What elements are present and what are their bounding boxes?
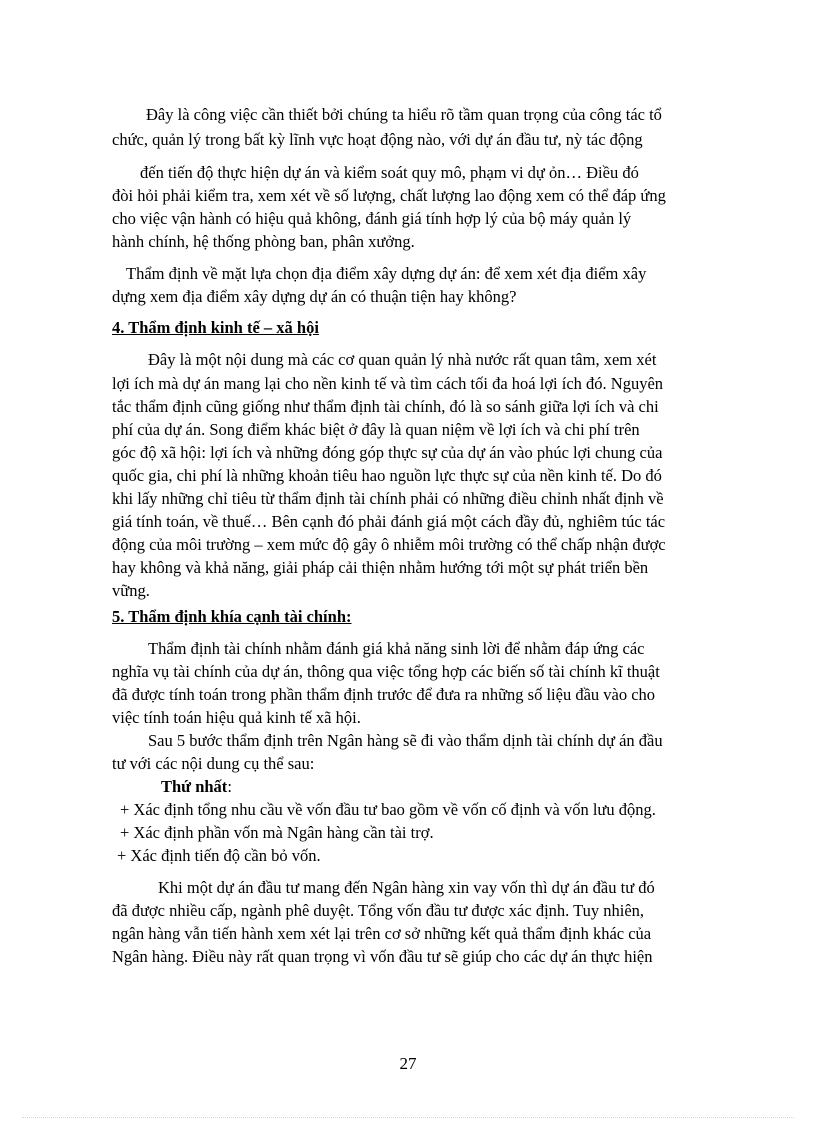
paragraph-line: Sau 5 bước thẩm định trên Ngân hàng sẽ đi vào thẩm dịnh tài chính dự án đầu <box>148 731 663 750</box>
bullet-item: + Xác định tiến độ cần bỏ vốn. <box>117 846 321 865</box>
page-number: 27 <box>399 1054 417 1073</box>
paragraph-line: Ngân hàng. Điều này rất quan trọng vì vốn đầu tư sẽ giúp cho các dự án thực hiện <box>112 947 653 966</box>
paragraph-line: đã được tính toán trong phần thẩm định trước để đưa ra những số liệu đầu vào cho <box>112 685 656 704</box>
paragraph-line: khi lấy những chỉ tiêu từ thẩm định tài chính phải có những điều chỉnh nhất định về <box>112 489 664 508</box>
paragraph-line: Thẩm định tài chính nhằm đánh giá khả năng sinh lời để nhằm đáp ứng các <box>148 639 645 658</box>
paragraph-line: phí của dự án. Song điểm khác biệt ở đây là quan niệm về lợi ích và chi phí trên <box>112 420 640 439</box>
paragraph-line: Đây là một nội dung mà các cơ quan quản lý nhà nước rất quan tâm, xem xét <box>148 350 657 369</box>
paragraph-line: dựng xem địa điểm xây dựng dự án có thuận tiện hay không? <box>112 287 517 306</box>
subheading-line <box>161 776 232 797</box>
paragraph-line: vững. <box>112 581 150 600</box>
paragraph-line: việc tính toán hiệu quả kinh tế xã hội. <box>112 708 361 727</box>
paragraph-line: đòi hỏi phải kiểm tra, xem xét về số lượng, chất lượng lao động xem có thể đáp ứng <box>112 186 666 205</box>
bullet-item: + Xác định tổng nhu cầu về vốn đầu tư bao gồm về vốn cố định và vốn lưu động. <box>120 800 656 819</box>
paragraph-line: quốc gia, chi phí là những khoản tiêu hao nguồn lực thực sự của nền kinh tế. Do đó <box>112 466 662 485</box>
paragraph-line: động của môi trường – xem mức độ gây ô nhiễm môi trường có thể chấp nhận được <box>112 535 666 554</box>
section-heading-4: 4. Thẩm định kinh tế – xã hội <box>112 318 319 337</box>
section-heading-5: 5. Thẩm định khía cạnh tài chính: <box>112 607 352 626</box>
paragraph-line: đã được nhiều cấp, ngành phê duyệt. Tổng vốn đầu tư được xác định. Tuy nhiên, <box>112 901 645 920</box>
paragraph-line: giá tính toán, về thuế… Bên cạnh đó phải đánh giá một cách đầy đủ, nghiêm túc tác <box>112 512 666 531</box>
paragraph-line: nghĩa vụ tài chính của dự án, thông qua việc tổng hợp các biến số tài chính kĩ thuật <box>112 662 660 681</box>
paragraph-line: Thẩm định về mặt lựa chọn địa điểm xây dựng dự án: để xem xét địa điểm xây <box>126 264 647 283</box>
paragraph-line: Đây là công việc cần thiết bởi chúng ta hiểu rõ tầm quan trọng của công tác tổ <box>146 105 662 124</box>
paragraph-line: tắc thẩm định cũng giống như thẩm định tài chính, đó là so sánh giữa lợi ích và chi <box>112 397 659 416</box>
paragraph-line: lợi ích mà dự án mang lại cho nền kinh tế và tìm cách tối đa hoá lợi ích đó. Nguyên <box>112 374 664 393</box>
paragraph-line: cho việc vận hành có hiệu quả không, đánh giá tính hợp lý của bộ máy quản lý <box>112 209 632 228</box>
page-edge-divider <box>22 1117 794 1118</box>
paragraph-line: Khi một dự án đầu tư mang đến Ngân hàng xin vay vốn thì dự án đầu tư đó <box>158 878 655 897</box>
paragraph-line: hay không và khả năng, giải pháp cải thiện nhằm hướng tới một sự phát triển bền <box>112 558 649 577</box>
bullet-item: + Xác định phần vốn mà Ngân hàng cần tài trợ. <box>120 823 434 842</box>
paragraph-line: đến tiến độ thực hiện dự án và kiểm soát quy mô, phạm vi dự ỏn… Điều đó <box>140 163 639 182</box>
paragraph-line: góc độ xã hội: lợi ích và những đóng góp thực sự của dự án vào phúc lợi chung của <box>112 443 663 462</box>
paragraph-line: tư với các nội dung cụ thể sau: <box>112 754 315 773</box>
paragraph-line: hành chính, hệ thống phòng ban, phân xưởng. <box>112 232 415 251</box>
subheading-first: Thứ nhất <box>161 777 228 796</box>
paragraph-line: ngân hàng vẫn tiến hành xem xét lại trên cơ sở những kết quả thẩm định khác của <box>112 924 652 943</box>
paragraph-line: chức, quản lý trong bất kỳ lĩnh vực hoạt động nào, với dự án đầu tư, nỳ tác động <box>112 130 643 149</box>
subheading-colon: : <box>227 777 232 796</box>
